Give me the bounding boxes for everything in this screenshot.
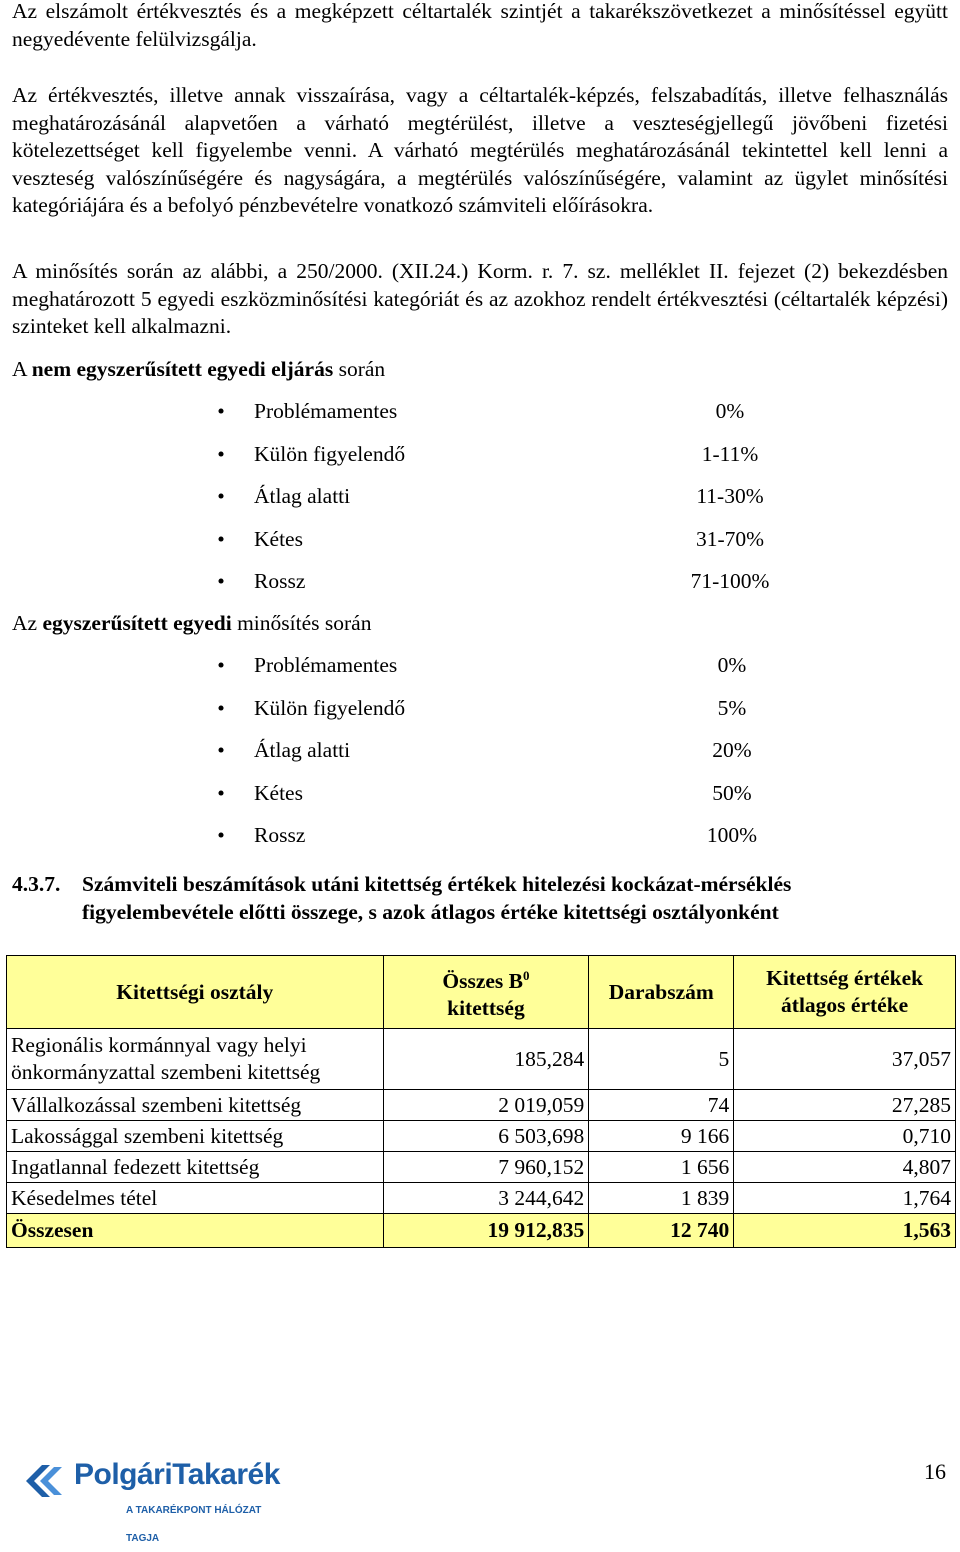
paragraph-impairment: Az értékvesztés, illetve annak visszaírása, vagy a céltartalék-képzés, felszabadítás, illetve felhasználás meghatározásánál alapvetően a várható megtérülést, illetve a veszteségjellegű jövőbeni fizetési kötelezettséget kell figyelembe venni. A várható megtérülés meghatározásánál tekintettel kell lenni a veszteség valószínűségére és nagyságára, a megtérülés valószínűségére, valamint az ügylet minősítési kategóriájára és a befolyó pénzbevételre vonatkozó számviteli előírásokra. (12, 83, 948, 217)
logo-tagline: A TAKARÉKPONT HÁLÓZAT TAGJA (126, 1505, 262, 1544)
category-rate: 0% (717, 653, 747, 677)
category-label: Átlag alatti (254, 484, 351, 508)
category-rate: 31-70% (695, 526, 765, 551)
bullet-icon: • (217, 823, 225, 847)
list-item (12, 483, 948, 513)
bullet-icon: • (217, 484, 225, 508)
logo-name: PolgáriTakarék (74, 1458, 280, 1491)
bullet-icon: • (217, 738, 225, 762)
cell-exposure-class: Regionális kormánnyal vagy helyi önkormányzattal szembeni kitettség (7, 1029, 384, 1090)
cell-count: 5 (589, 1029, 734, 1090)
bullet-icon: • (217, 441, 225, 466)
cell-total-exposure: 185,284 (383, 1029, 589, 1090)
category-label: Kétes (254, 780, 303, 805)
cell-average: 4,807 (734, 1152, 956, 1183)
category-label: Külön figyelendő (254, 695, 406, 720)
table-row (7, 1183, 956, 1214)
category-rate: 11-30% (696, 484, 764, 508)
paragraph-simplified-intro: Az egyszerűsített egyedi minősítés során (12, 611, 372, 635)
cell-total-exposure: 3 244,642 (383, 1183, 589, 1214)
category-rate: 1-11% (701, 441, 759, 466)
cell-exposure-class: Vállalkozással szembeni kitettség (7, 1090, 384, 1121)
paragraph-review: Az elszámolt értékvesztés és a megképzett céltartalék szintjét a takarékszövetkezet a minősítéssel együtt negyedévente felülvizsgálja. (12, 0, 948, 51)
header-total-exposure: Összes $B^0$ kitettség (383, 956, 589, 1029)
category-rate: 71-100% (690, 569, 770, 593)
cell-average: 27,285 (734, 1090, 956, 1121)
page-number: 16 (924, 1459, 946, 1484)
list-item (12, 568, 948, 598)
cell-average: 37,057 (734, 1029, 956, 1090)
cell-average: 0,710 (734, 1121, 956, 1152)
category-rate: 5% (717, 695, 747, 720)
polgari-takarek-logo (16, 1455, 296, 1544)
table-body (7, 1029, 956, 1248)
cell-count: 9 166 (589, 1121, 734, 1152)
category-rate: 100% (706, 823, 758, 847)
cell-average: 1,764 (734, 1183, 956, 1214)
header-count: Darabszám (589, 956, 734, 1029)
cell-exposure-class: Ingatlannal fedezett kitettség (7, 1152, 384, 1183)
list-item (12, 780, 948, 810)
table-row (7, 1029, 956, 1090)
bullet-icon: • (217, 653, 225, 677)
cell-count: 1 656 (589, 1152, 734, 1183)
category-label: Problémamentes (254, 653, 398, 677)
bullet-icon: • (217, 399, 225, 423)
category-label: Külön figyelendő (254, 441, 406, 466)
list-item (12, 737, 948, 767)
table-header-row (7, 956, 956, 1029)
category-rate: 0% (715, 399, 745, 423)
exposure-table (6, 955, 956, 1248)
list-item (12, 822, 948, 852)
list-item (12, 526, 948, 556)
cell-count: 1 839 (589, 1183, 734, 1214)
cell-total-exposure: 7 960,152 (383, 1152, 589, 1183)
cell-count: 74 (589, 1090, 734, 1121)
category-rate: 50% (712, 780, 752, 805)
logo-mark-icon (20, 1457, 68, 1505)
section-number: 4.3.7. (12, 872, 61, 896)
table-row (7, 1090, 956, 1121)
category-label: Kétes (254, 526, 303, 551)
cell-total-exposure: 6 503,698 (383, 1121, 589, 1152)
table-total-row (7, 1214, 956, 1248)
bullet-icon: • (217, 695, 225, 720)
cell-exposure-class: Összesen (7, 1214, 384, 1248)
cell-exposure-class: Lakossággal szembeni kitettség (7, 1121, 384, 1152)
list-item (12, 652, 948, 682)
category-label: Rossz (254, 823, 306, 847)
category-label: Problémamentes (254, 399, 398, 423)
paragraph-classification: A minősítés során az alábbi, a 250/2000. (XII.24.) Korm. r. 7. sz. melléklet II. fejezet (2) bekezdésben meghatározott 5 egyedi eszközminősítési kategóriát és az azokhoz rendelt értékvesztési (céltartalék képzési) szinteket kell alkalmazni. (12, 259, 948, 338)
table-row (7, 1121, 956, 1152)
category-label: Rossz (254, 569, 306, 593)
bullet-icon: • (217, 569, 225, 593)
cell-count: 12 740 (589, 1214, 734, 1248)
table-row (7, 1152, 956, 1183)
list-item (12, 695, 948, 725)
header-exposure-class: Kitettségi osztály (7, 956, 384, 1029)
paragraph-nonsimplified-intro: A nem egyszerűsített egyedi eljárás során (12, 357, 386, 381)
section-title: Számviteli beszámítások utáni kitettség értékek hitelezési kockázat-mérséklés figyelembevétele előtti összege, s azok átlagos értéke kitettségi osztályonként (82, 872, 792, 924)
category-rate: 20% (712, 738, 752, 762)
cell-average: 1,563 (734, 1214, 956, 1248)
bullet-icon: • (217, 526, 225, 551)
cell-exposure-class: Késedelmes tétel (7, 1183, 384, 1214)
list-item (12, 398, 948, 428)
header-average: Kitettség értékek átlagos értéke (734, 956, 956, 1029)
list-item (12, 441, 948, 471)
bullet-icon: • (217, 780, 225, 805)
cell-total-exposure: 2 019,059 (383, 1090, 589, 1121)
category-label: Átlag alatti (254, 738, 351, 762)
cell-total-exposure: 19 912,835 (383, 1214, 589, 1248)
